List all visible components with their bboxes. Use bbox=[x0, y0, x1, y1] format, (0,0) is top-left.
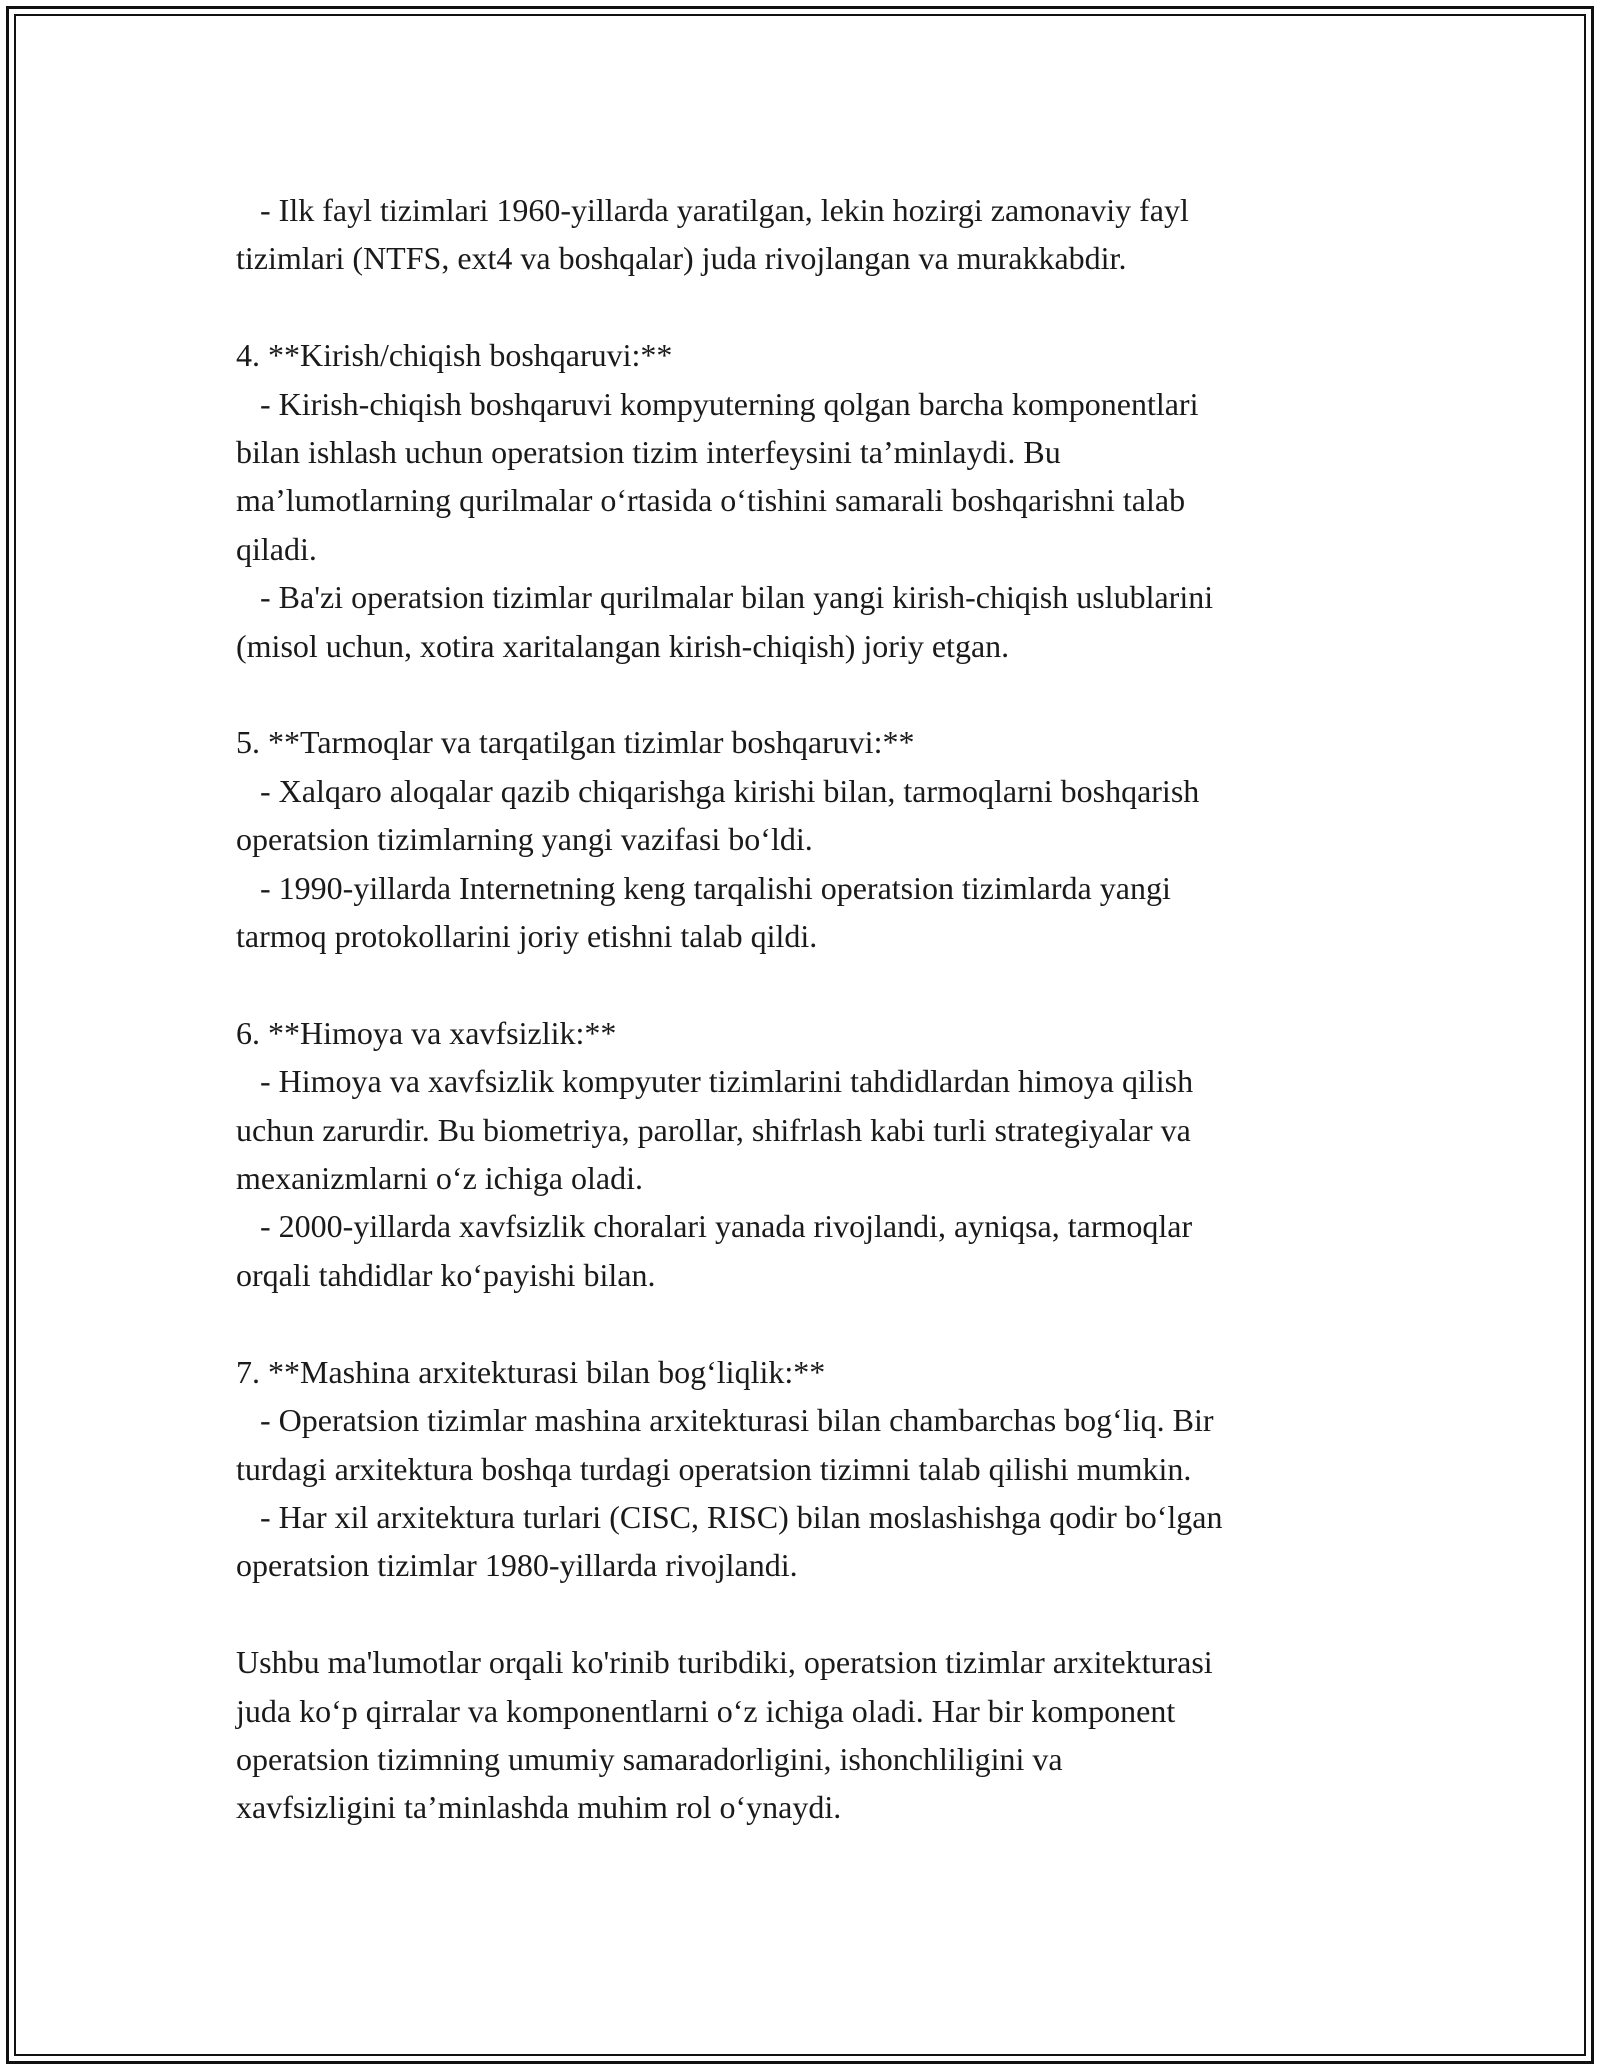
text-line: - Himoya va xavfsizlik kompyuter tizimlarini tahdidlardan himoya qilish bbox=[236, 1063, 1194, 1100]
text-line: - Har xil arxitektura turlari (CISC, RISC) bilan moslashishga qodir bo‘lgan bbox=[236, 1498, 1223, 1535]
text-line: operatsion tizimlar 1980-yillarda rivojlandi. bbox=[236, 1547, 798, 1584]
conclusion-line: operatsion tizimning umumiy samaradorligini, ishonchliligini va bbox=[236, 1740, 1063, 1777]
section-heading: 7. **Mashina arxitekturasi bilan bog‘liqlik:** bbox=[236, 1353, 826, 1390]
section-heading: 4. **Kirish/chiqish boshqaruvi:** bbox=[236, 337, 673, 374]
text-line: ma’lumotlarning qurilmalar o‘rtasida o‘tishini samarali boshqarishni talab bbox=[236, 482, 1186, 519]
text-line: - 1990-yillarda Internetning keng tarqalishi operatsion tizimlarda yangi bbox=[236, 869, 1171, 906]
text-line: - Operatsion tizimlar mashina arxitekturasi bilan chambarchas bog‘liq. Bir bbox=[236, 1402, 1214, 1439]
blank-line bbox=[236, 670, 1376, 718]
text-line: uchun zarurdir. Bu biometriya, parollar, shifrlash kabi turli strategiyalar va bbox=[236, 1111, 1191, 1148]
blank-line bbox=[236, 1590, 1376, 1638]
document-body bbox=[236, 186, 1376, 1832]
text-line: - 2000-yillarda xavfsizlik choralari yanada rivojlandi, ayniqsa, tarmoqlar bbox=[236, 1208, 1193, 1245]
conclusion-line: Ushbu ma'lumotlar orqali ko'rinib turibdiki, operatsion tizimlar arxitekturasi bbox=[236, 1644, 1213, 1681]
text-line: bilan ishlash uchun operatsion tizim interfeysini ta’minlaydi. Bu bbox=[236, 434, 1061, 471]
blank-line bbox=[236, 283, 1376, 331]
text-line: mexanizmlarni o‘z ichiga oladi. bbox=[236, 1160, 643, 1197]
blank-line bbox=[236, 1299, 1376, 1347]
text-line: tizimlari (NTFS, ext4 va boshqalar) juda rivojlangan va murakkabdir. bbox=[236, 240, 1127, 277]
text-line: - Xalqaro aloqalar qazib chiqarishga kirishi bilan, tarmoqlarni boshqarish bbox=[236, 772, 1200, 809]
conclusion-line: juda ko‘p qirralar va komponentlarni o‘z ichiga oladi. Har bir komponent bbox=[236, 1692, 1176, 1729]
section-heading: 5. **Tarmoqlar va tarqatilgan tizimlar boshqaruvi:** bbox=[236, 724, 915, 761]
text-line: - Ba'zi operatsion tizimlar qurilmalar bilan yangi kirish-chiqish uslublarini bbox=[236, 579, 1214, 616]
conclusion-line: xavfsizligini ta’minlashda muhim rol o‘ynaydi. bbox=[236, 1789, 842, 1826]
text-line: - Kirish-chiqish boshqaruvi kompyuterning qolgan barcha komponentlari bbox=[236, 385, 1199, 422]
text-line: turdagi arxitektura boshqa turdagi operatsion tizimni talab qilishi mumkin. bbox=[236, 1450, 1192, 1487]
text-line: orqali tahdidlar ko‘payishi bilan. bbox=[236, 1256, 656, 1293]
blank-line bbox=[236, 960, 1376, 1008]
text-line: (misol uchun, xotira xaritalangan kirish-chiqish) joriy etgan. bbox=[236, 627, 1010, 664]
text-line: - Ilk fayl tizimlari 1960-yillarda yaratilgan, lekin hozirgi zamonaviy fayl bbox=[236, 192, 1189, 228]
text-line: tarmoq protokollarini joriy etishni talab qildi. bbox=[236, 918, 818, 955]
section-heading: 6. **Himoya va xavfsizlik:** bbox=[236, 1014, 617, 1051]
text-line: qiladi. bbox=[236, 530, 317, 567]
text-line: operatsion tizimlarning yangi vazifasi bo‘ldi. bbox=[236, 821, 813, 858]
